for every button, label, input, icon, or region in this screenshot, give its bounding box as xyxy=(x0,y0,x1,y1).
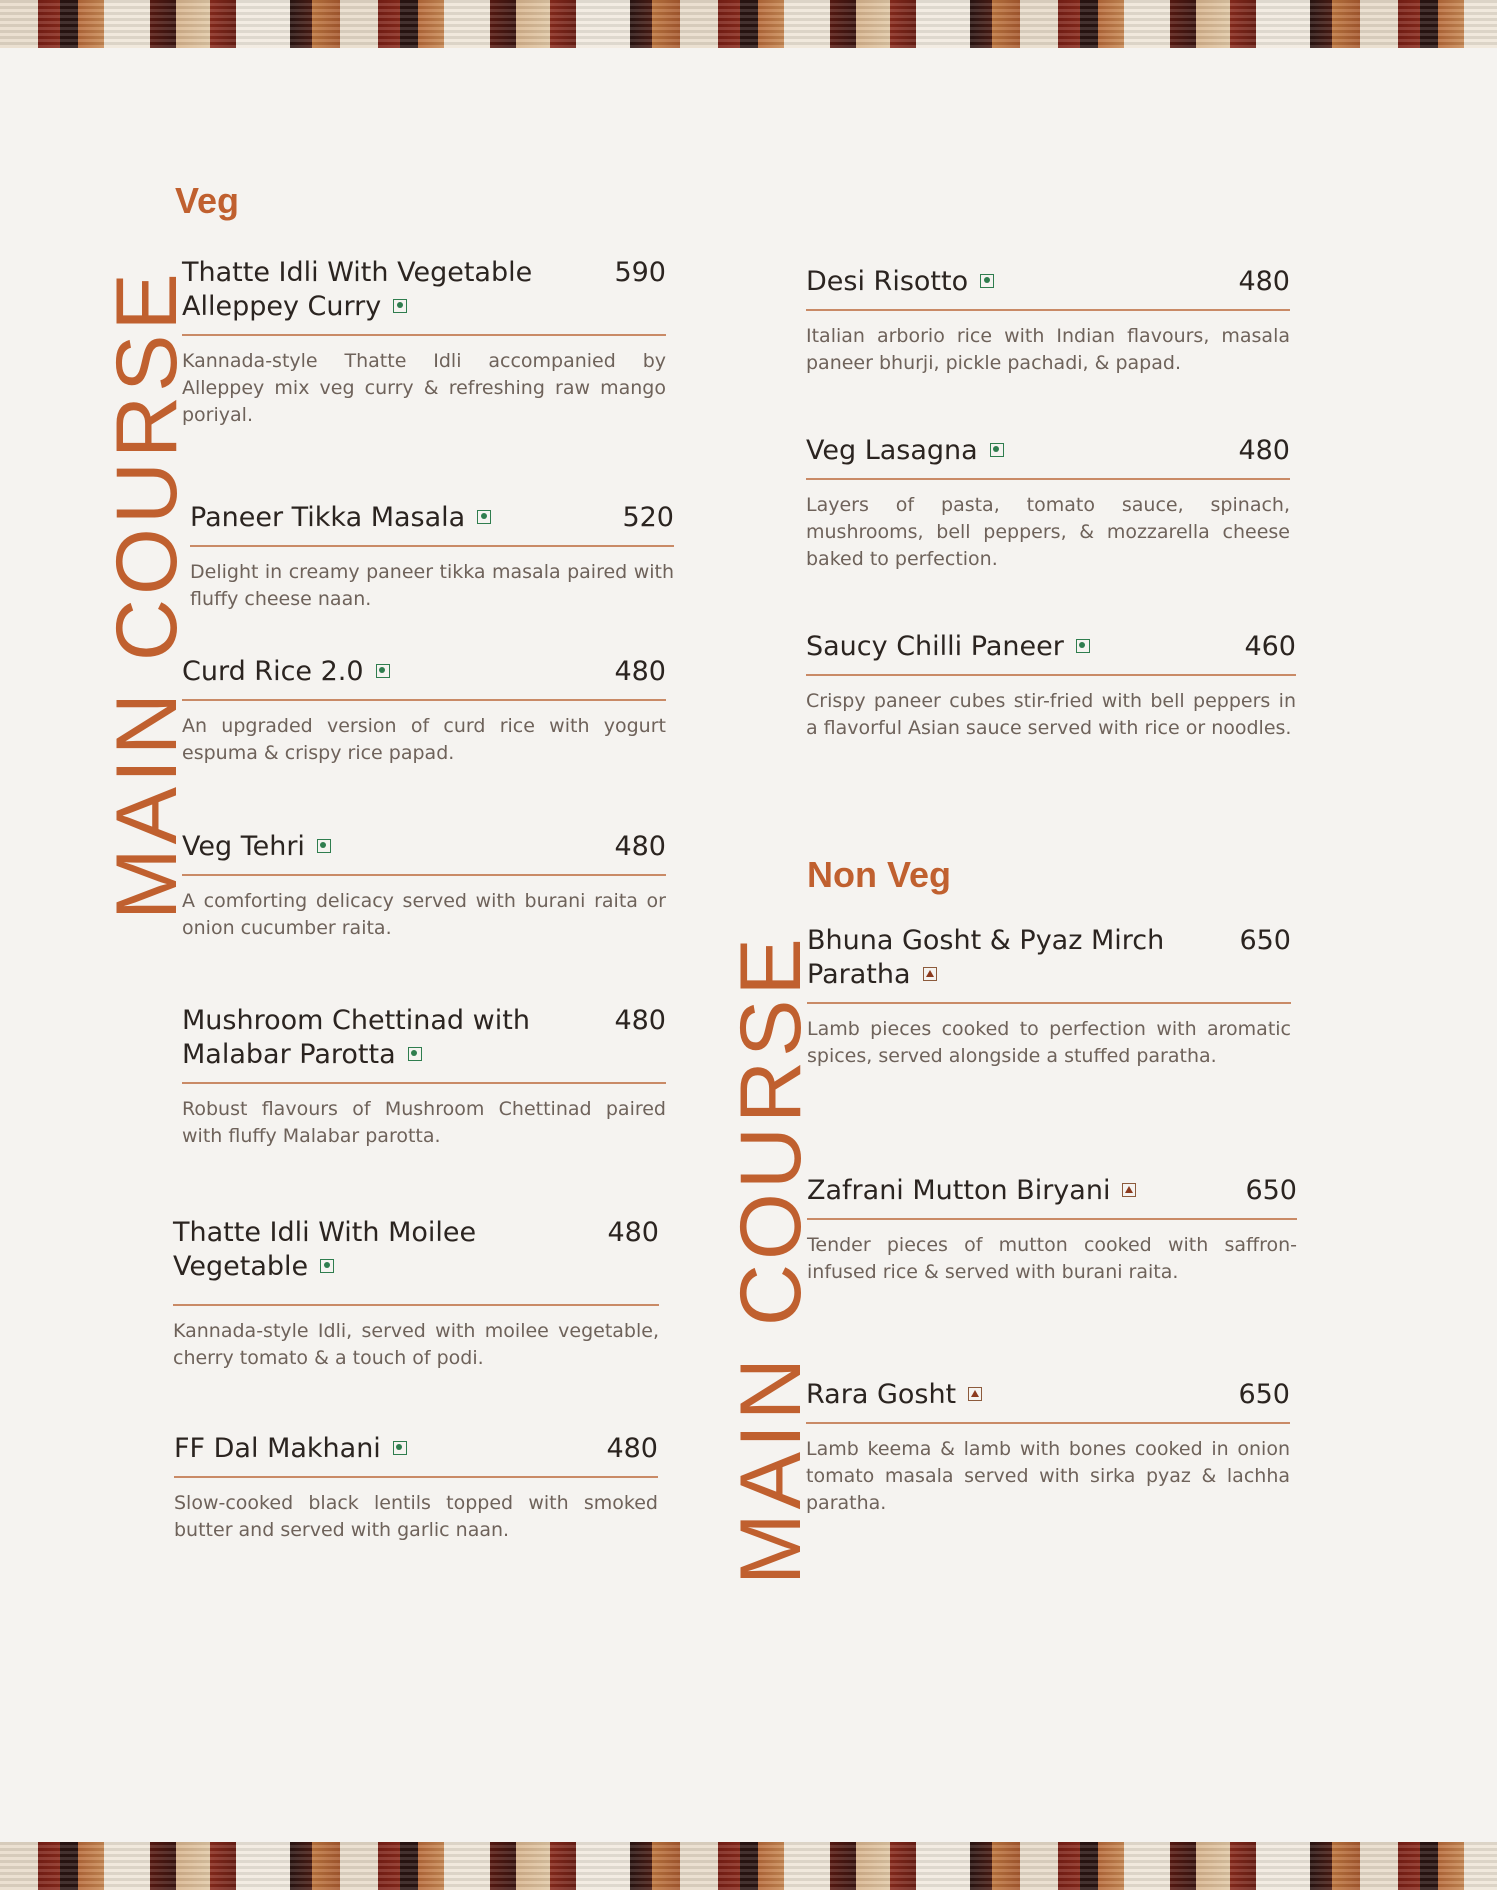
menu-item xyxy=(182,830,666,942)
item-description: Kannada-style Idli, served with moilee vegetable, cherry tomato & a touch of podi. xyxy=(173,1320,659,1369)
item-name: Veg Tehri xyxy=(182,831,305,862)
item-name: Paneer Tikka Masala xyxy=(190,502,466,533)
veg-icon xyxy=(393,299,407,313)
item-description: Lamb keema & lamb with bones cooked in onion tomato masala served with sirka pyaz & lachha paratha. xyxy=(806,1438,1290,1514)
item-description: Kannada-style Thatte Idli accompanied by Alleppey mix veg curry & refreshing raw mango poriyal. xyxy=(182,350,666,426)
item-name: Thatte Idli With Moilee Vegetable xyxy=(173,1217,477,1282)
item-name: Mushroom Chettinad with Malabar Parotta xyxy=(182,1005,530,1070)
menu-item xyxy=(806,265,1290,377)
item-description: An upgraded version of curd rice with yogurt espuma & crispy rice papad. xyxy=(182,715,666,764)
menu-item xyxy=(807,1174,1297,1286)
menu-item xyxy=(173,1216,659,1372)
item-price: 480 xyxy=(607,1217,659,1248)
item-name: Thatte Idli With Vegetable Alleppey Curry xyxy=(182,257,533,322)
menu-item xyxy=(182,1004,666,1150)
non-veg-icon xyxy=(1122,1183,1136,1197)
item-description: Slow-cooked black lentils topped with smoked butter and served with garlic naan. xyxy=(174,1492,658,1541)
veg-icon xyxy=(990,443,1004,457)
item-price: 590 xyxy=(614,257,666,288)
menu-item xyxy=(174,1432,658,1544)
bottom-decorative-border xyxy=(0,1842,1497,1890)
item-price: 480 xyxy=(606,1433,658,1464)
non-veg-heading: Non Veg xyxy=(807,854,952,895)
item-description: Layers of pasta, tomato sauce, spinach, mushrooms, bell peppers, & mozzarella cheese baked to perfection. xyxy=(806,494,1290,570)
main-course-title-right: MAIN COURSE xyxy=(723,934,819,1585)
item-price: 480 xyxy=(614,1005,666,1036)
item-description: Robust flavours of Mushroom Chettinad paired with fluffy Malabar parotta. xyxy=(182,1098,666,1147)
item-price: 460 xyxy=(1244,631,1296,662)
item-description: Crispy paneer cubes stir-fried with bell peppers in a flavorful Asian sauce served with rice or noodles. xyxy=(806,690,1296,739)
item-name: Zafrani Mutton Biryani xyxy=(807,1175,1111,1206)
menu-item xyxy=(807,924,1291,1070)
item-price: 650 xyxy=(1238,1379,1290,1410)
menu-item xyxy=(806,630,1296,742)
item-description: Delight in creamy paneer tikka masala paired with fluffy cheese naan. xyxy=(190,561,674,610)
item-price: 480 xyxy=(1238,435,1290,466)
item-description: A comforting delicacy served with burani raita or onion cucumber raita. xyxy=(182,890,666,939)
item-description: Tender pieces of mutton cooked with saffron-infused rice & served with burani raita. xyxy=(807,1234,1297,1283)
veg-icon xyxy=(980,274,994,288)
item-price: 480 xyxy=(614,656,666,687)
main-course-title-left: MAIN COURSE xyxy=(99,269,195,920)
menu-item xyxy=(806,1378,1290,1517)
veg-icon xyxy=(1076,639,1090,653)
menu-item xyxy=(182,655,666,767)
non-veg-icon xyxy=(968,1387,982,1401)
veg-icon xyxy=(408,1047,422,1061)
item-name: Desi Risotto xyxy=(806,266,969,297)
menu-item xyxy=(182,256,666,429)
veg-icon xyxy=(376,664,390,678)
menu-item xyxy=(806,434,1290,573)
item-price: 480 xyxy=(614,831,666,862)
item-name: Rara Gosht xyxy=(806,1379,957,1410)
item-name: Veg Lasagna xyxy=(806,435,978,466)
veg-icon xyxy=(317,839,331,853)
item-name: Bhuna Gosht & Pyaz Mirch Paratha xyxy=(807,925,1165,990)
item-price: 650 xyxy=(1245,1175,1297,1206)
item-description: Lamb pieces cooked to perfection with aromatic spices, served alongside a stuffed paratha. xyxy=(807,1018,1291,1067)
veg-icon xyxy=(393,1441,407,1455)
item-price: 520 xyxy=(622,502,674,533)
veg-heading: Veg xyxy=(175,180,240,221)
item-name: Saucy Chilli Paneer xyxy=(806,631,1064,662)
menu-item xyxy=(190,501,674,613)
item-price: 650 xyxy=(1239,925,1291,956)
non-veg-icon xyxy=(923,967,937,981)
item-price: 480 xyxy=(1238,266,1290,297)
item-name: FF Dal Makhani xyxy=(174,1433,381,1464)
top-decorative-border xyxy=(0,0,1497,48)
item-name: Curd Rice 2.0 xyxy=(182,656,364,687)
veg-icon xyxy=(320,1259,334,1273)
veg-icon xyxy=(477,510,491,524)
item-description: Italian arborio rice with Indian flavours, masala paneer bhurji, pickle pachadi, & papad. xyxy=(806,325,1290,374)
